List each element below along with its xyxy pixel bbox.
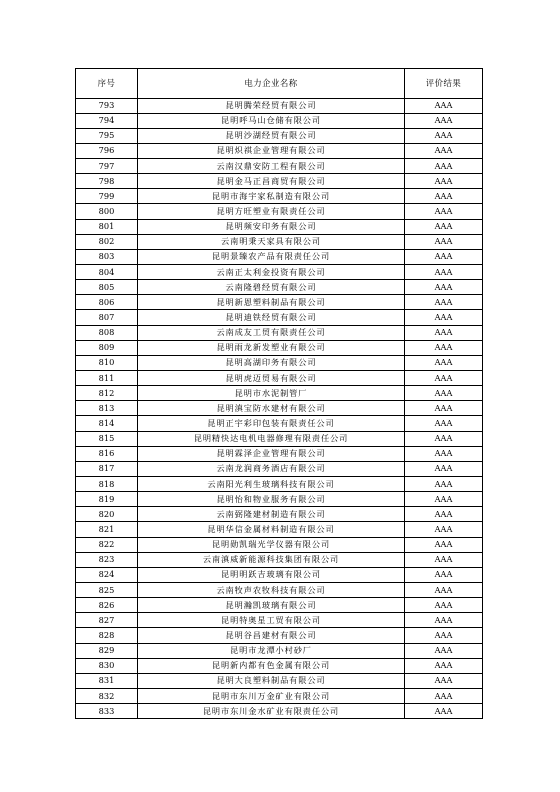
row-rating: AAA: [405, 310, 483, 325]
row-rating: AAA: [405, 159, 483, 174]
row-serial-number: 803: [76, 249, 138, 264]
row-rating: AAA: [405, 401, 483, 416]
row-serial-number: 808: [76, 325, 138, 340]
row-company-name: 昆明市龙潭小村砂厂: [138, 643, 405, 658]
row-company-name: 昆明迪铁经贸有限公司: [138, 310, 405, 325]
table-row: [76, 628, 483, 643]
row-company-name: 云南隆碧经贸有限公司: [138, 280, 405, 295]
row-rating: AAA: [405, 340, 483, 355]
row-company-name: 昆明明跃吉玻璃有限公司: [138, 567, 405, 582]
row-serial-number: 826: [76, 598, 138, 613]
table-row: [76, 113, 483, 128]
table-row: [76, 401, 483, 416]
row-company-name: 云南弼隆建材制造有限公司: [138, 507, 405, 522]
row-serial-number: 802: [76, 234, 138, 249]
table-row: [76, 583, 483, 598]
row-serial-number: 804: [76, 265, 138, 280]
row-serial-number: 830: [76, 658, 138, 673]
row-rating: AAA: [405, 174, 483, 189]
row-company-name: 昆明高湖印务有限公司: [138, 355, 405, 370]
table-row: [76, 461, 483, 476]
row-serial-number: 811: [76, 371, 138, 386]
row-serial-number: 794: [76, 113, 138, 128]
table-row: [76, 431, 483, 446]
row-company-name: 昆明频安印务有限公司: [138, 219, 405, 234]
row-serial-number: 832: [76, 688, 138, 703]
row-rating: AAA: [405, 507, 483, 522]
row-company-name: 昆明正宇彩印包装有限责任公司: [138, 416, 405, 431]
table-row: [76, 159, 483, 174]
row-rating: AAA: [405, 477, 483, 492]
table-row: [76, 280, 483, 295]
row-company-name: 云南明秉天家具有限公司: [138, 234, 405, 249]
row-rating: AAA: [405, 583, 483, 598]
row-serial-number: 816: [76, 446, 138, 461]
row-serial-number: 801: [76, 219, 138, 234]
table-row: [76, 446, 483, 461]
row-company-name: 昆明滇宝防水建材有限公司: [138, 401, 405, 416]
row-rating: AAA: [405, 446, 483, 461]
row-company-name: 昆明大良塑料制品有限公司: [138, 673, 405, 688]
row-company-name: 昆明谷昌建材有限公司: [138, 628, 405, 643]
row-rating: AAA: [405, 613, 483, 628]
row-serial-number: 806: [76, 295, 138, 310]
table-header-row: [76, 69, 483, 99]
row-company-name: 昆明瀚凯玻璃有限公司: [138, 598, 405, 613]
row-company-name: 云南正太利金投资有限公司: [138, 265, 405, 280]
row-rating: AAA: [405, 113, 483, 128]
row-serial-number: 796: [76, 143, 138, 158]
row-company-name: 昆明市水泥制管厂: [138, 386, 405, 401]
row-company-name: 云南阳光利生玻璃科技有限公司: [138, 477, 405, 492]
row-company-name: 昆明金马正昌商贸有限公司: [138, 174, 405, 189]
table-row: [76, 386, 483, 401]
row-company-name: 昆明沙湖经贸有限公司: [138, 128, 405, 143]
row-rating: AAA: [405, 355, 483, 370]
table-row: [76, 325, 483, 340]
table-row: [76, 673, 483, 688]
row-rating: AAA: [405, 598, 483, 613]
table-row: [76, 552, 483, 567]
row-company-name: 昆明华信金属材料制造有限公司: [138, 522, 405, 537]
row-company-name: 昆明市东川万金矿业有限公司: [138, 688, 405, 703]
row-rating: AAA: [405, 492, 483, 507]
row-company-name: 云南滇威新能源科技集团有限公司: [138, 552, 405, 567]
row-company-name: 昆明特奥星工贸有限公司: [138, 613, 405, 628]
row-rating: AAA: [405, 386, 483, 401]
table-row: [76, 98, 483, 113]
row-serial-number: 810: [76, 355, 138, 370]
table-row: [76, 704, 483, 719]
table-row: [76, 189, 483, 204]
row-company-name: 昆明炽祺企业管理有限公司: [138, 143, 405, 158]
row-rating: AAA: [405, 522, 483, 537]
row-company-name: 昆明市海宇家私制造有限公司: [138, 189, 405, 204]
row-rating: AAA: [405, 219, 483, 234]
table-row: [76, 507, 483, 522]
row-company-name: 昆明新内都有色金属有限公司: [138, 658, 405, 673]
row-rating: AAA: [405, 234, 483, 249]
row-serial-number: 824: [76, 567, 138, 582]
table-row: [76, 688, 483, 703]
row-serial-number: 813: [76, 401, 138, 416]
row-rating: AAA: [405, 265, 483, 280]
row-serial-number: 805: [76, 280, 138, 295]
table-row: [76, 174, 483, 189]
row-serial-number: 795: [76, 128, 138, 143]
row-serial-number: 799: [76, 189, 138, 204]
row-rating: AAA: [405, 280, 483, 295]
row-company-name: 昆明霖泽企业管理有限公司: [138, 446, 405, 461]
row-company-name: 昆明怡和物业服务有限公司: [138, 492, 405, 507]
row-company-name: 昆明虎迈贸易有限公司: [138, 371, 405, 386]
row-serial-number: 821: [76, 522, 138, 537]
table-row: [76, 204, 483, 219]
table-row: [76, 340, 483, 355]
table-row: [76, 371, 483, 386]
row-serial-number: 800: [76, 204, 138, 219]
row-rating: AAA: [405, 658, 483, 673]
table-row: [76, 522, 483, 537]
row-rating: AAA: [405, 143, 483, 158]
row-serial-number: 827: [76, 613, 138, 628]
row-rating: AAA: [405, 537, 483, 552]
row-company-name: 昆明精快达电机电器修理有限责任公司: [138, 431, 405, 446]
row-rating: AAA: [405, 431, 483, 446]
table-row: [76, 128, 483, 143]
row-rating: AAA: [405, 98, 483, 113]
row-serial-number: 815: [76, 431, 138, 446]
row-serial-number: 820: [76, 507, 138, 522]
row-serial-number: 825: [76, 583, 138, 598]
row-serial-number: 833: [76, 704, 138, 719]
row-rating: AAA: [405, 204, 483, 219]
row-serial-number: 819: [76, 492, 138, 507]
table-row: [76, 492, 483, 507]
table-row: [76, 310, 483, 325]
header-rating-result: 评价结果: [405, 69, 483, 99]
row-company-name: 昆明新恩塑料制品有限公司: [138, 295, 405, 310]
row-company-name: 昆明勋凯瑞光学仪器有限公司: [138, 537, 405, 552]
row-serial-number: 829: [76, 643, 138, 658]
row-serial-number: 809: [76, 340, 138, 355]
table-body: [76, 98, 483, 719]
row-rating: AAA: [405, 688, 483, 703]
row-rating: AAA: [405, 295, 483, 310]
table-row: [76, 537, 483, 552]
row-rating: AAA: [405, 249, 483, 264]
table-row: [76, 219, 483, 234]
table-row: [76, 598, 483, 613]
table-row: [76, 613, 483, 628]
row-rating: AAA: [405, 416, 483, 431]
row-serial-number: 793: [76, 98, 138, 113]
table-row: [76, 234, 483, 249]
header-company-name: 电力企业名称: [138, 69, 405, 99]
row-rating: AAA: [405, 461, 483, 476]
row-company-name: 云南龙润商务酒店有限公司: [138, 461, 405, 476]
row-rating: AAA: [405, 673, 483, 688]
row-rating: AAA: [405, 552, 483, 567]
table-row: [76, 143, 483, 158]
row-serial-number: 797: [76, 159, 138, 174]
table-row: [76, 295, 483, 310]
row-rating: AAA: [405, 325, 483, 340]
row-rating: AAA: [405, 704, 483, 719]
row-serial-number: 817: [76, 461, 138, 476]
row-rating: AAA: [405, 189, 483, 204]
row-rating: AAA: [405, 628, 483, 643]
table-row: [76, 355, 483, 370]
row-rating: AAA: [405, 371, 483, 386]
row-company-name: 昆明景臻农产品有限责任公司: [138, 249, 405, 264]
row-company-name: 昆明腾荣经贸有限公司: [138, 98, 405, 113]
row-company-name: 昆明呼马山仓储有限公司: [138, 113, 405, 128]
row-serial-number: 831: [76, 673, 138, 688]
row-company-name: 云南汉鼎安防工程有限公司: [138, 159, 405, 174]
row-company-name: 昆明雨龙新发塑业有限公司: [138, 340, 405, 355]
row-company-name: 云南牧声农牧科技有限公司: [138, 583, 405, 598]
row-company-name: 昆明市东川金水矿业有限责任公司: [138, 704, 405, 719]
table-row: [76, 249, 483, 264]
row-serial-number: 828: [76, 628, 138, 643]
row-serial-number: 818: [76, 477, 138, 492]
rating-table: [75, 68, 483, 719]
table-row: [76, 416, 483, 431]
row-rating: AAA: [405, 567, 483, 582]
row-serial-number: 807: [76, 310, 138, 325]
row-serial-number: 823: [76, 552, 138, 567]
row-rating: AAA: [405, 643, 483, 658]
table-row: [76, 265, 483, 280]
header-serial-number: 序号: [76, 69, 138, 99]
row-serial-number: 798: [76, 174, 138, 189]
table-row: [76, 567, 483, 582]
row-rating: AAA: [405, 128, 483, 143]
row-serial-number: 812: [76, 386, 138, 401]
table-row: [76, 643, 483, 658]
row-serial-number: 814: [76, 416, 138, 431]
row-company-name: 云南成友工贸有限责任公司: [138, 325, 405, 340]
row-company-name: 昆明方旺塑业有限责任公司: [138, 204, 405, 219]
table-row: [76, 477, 483, 492]
row-serial-number: 822: [76, 537, 138, 552]
table-row: [76, 658, 483, 673]
